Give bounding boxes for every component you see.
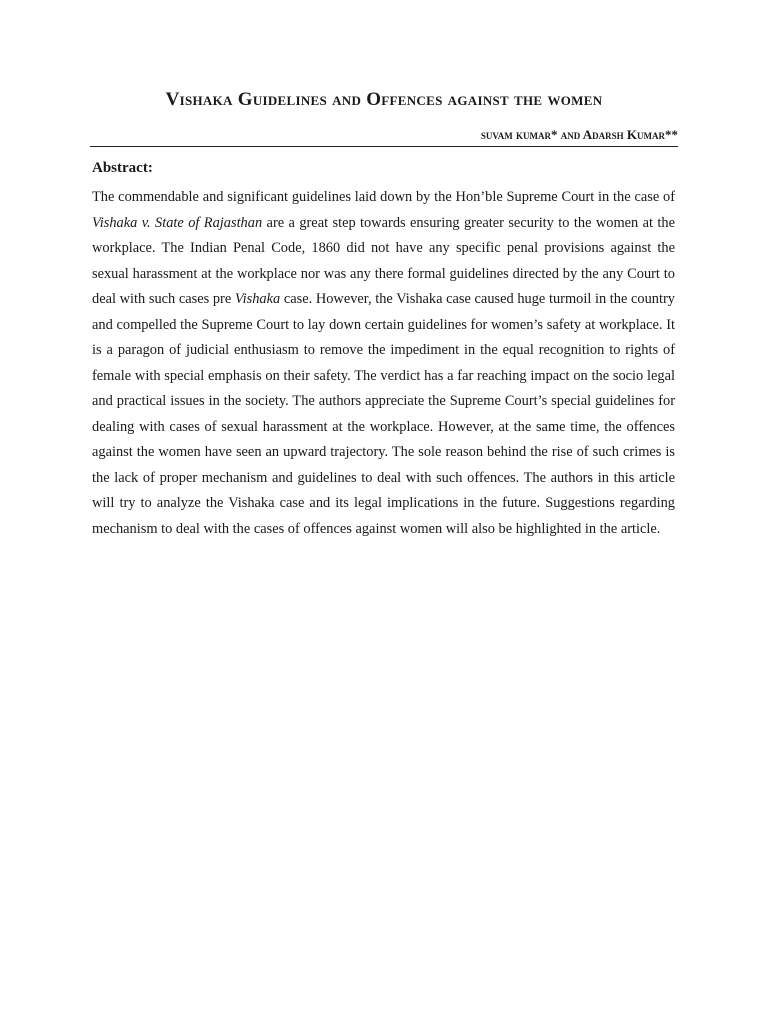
- case-short-italic: Vishaka: [234, 291, 281, 307]
- abstract-body: [92, 185, 675, 542]
- abstract-heading: Abstract:: [92, 160, 153, 176]
- header-divider: [90, 146, 678, 147]
- abstract-text-part-3: case. However, the Vishaka case caused huge turmoil in the country and compelled the Supreme Court to lay down certain guidelines for women’s safety at workplace. It is a paragon of judicial enthusiasm to remove the impediment in the equal recognition to rights of female with special emphasis on their safety. The verdict has a far reaching impact on the socio legal and practical issues in the society. The authors appreciate the Supreme Court’s special guidelines for dealing with cases of sexual harassment at the workplace. However, at the same time, the offences against the women have seen an upward trajectory. The sole reason behind the rise of such crimes is the lack of proper mechanism and guidelines to deal with such offences. The authors in this article will try to analyze the Vishaka case and its legal implications in the future. Suggestions regarding mechanism to deal with the cases of offences against women will also be highlighted in the article.: [92, 291, 675, 537]
- case-name-italic: Vishaka v. State of Rajasthan: [92, 214, 263, 231]
- abstract-text-part-2: are a great step towards ensuring greater security to the women at the workplace. The Indian Penal Code, 1860 did not have any specific penal provisions against the sexual harassment at the workplace nor was any there formal guidelines directed by the any Court to deal with such cases pre: [92, 214, 675, 307]
- abstract-text-part-1: The commendable and significant guidelines laid down by the Hon’ble Supreme Court in the case of: [92, 189, 675, 205]
- paper-authors: suvam kumar* and Adarsh Kumar**: [480, 127, 678, 142]
- paper-title: Vishaka Guidelines and Offences against the women: [165, 89, 603, 110]
